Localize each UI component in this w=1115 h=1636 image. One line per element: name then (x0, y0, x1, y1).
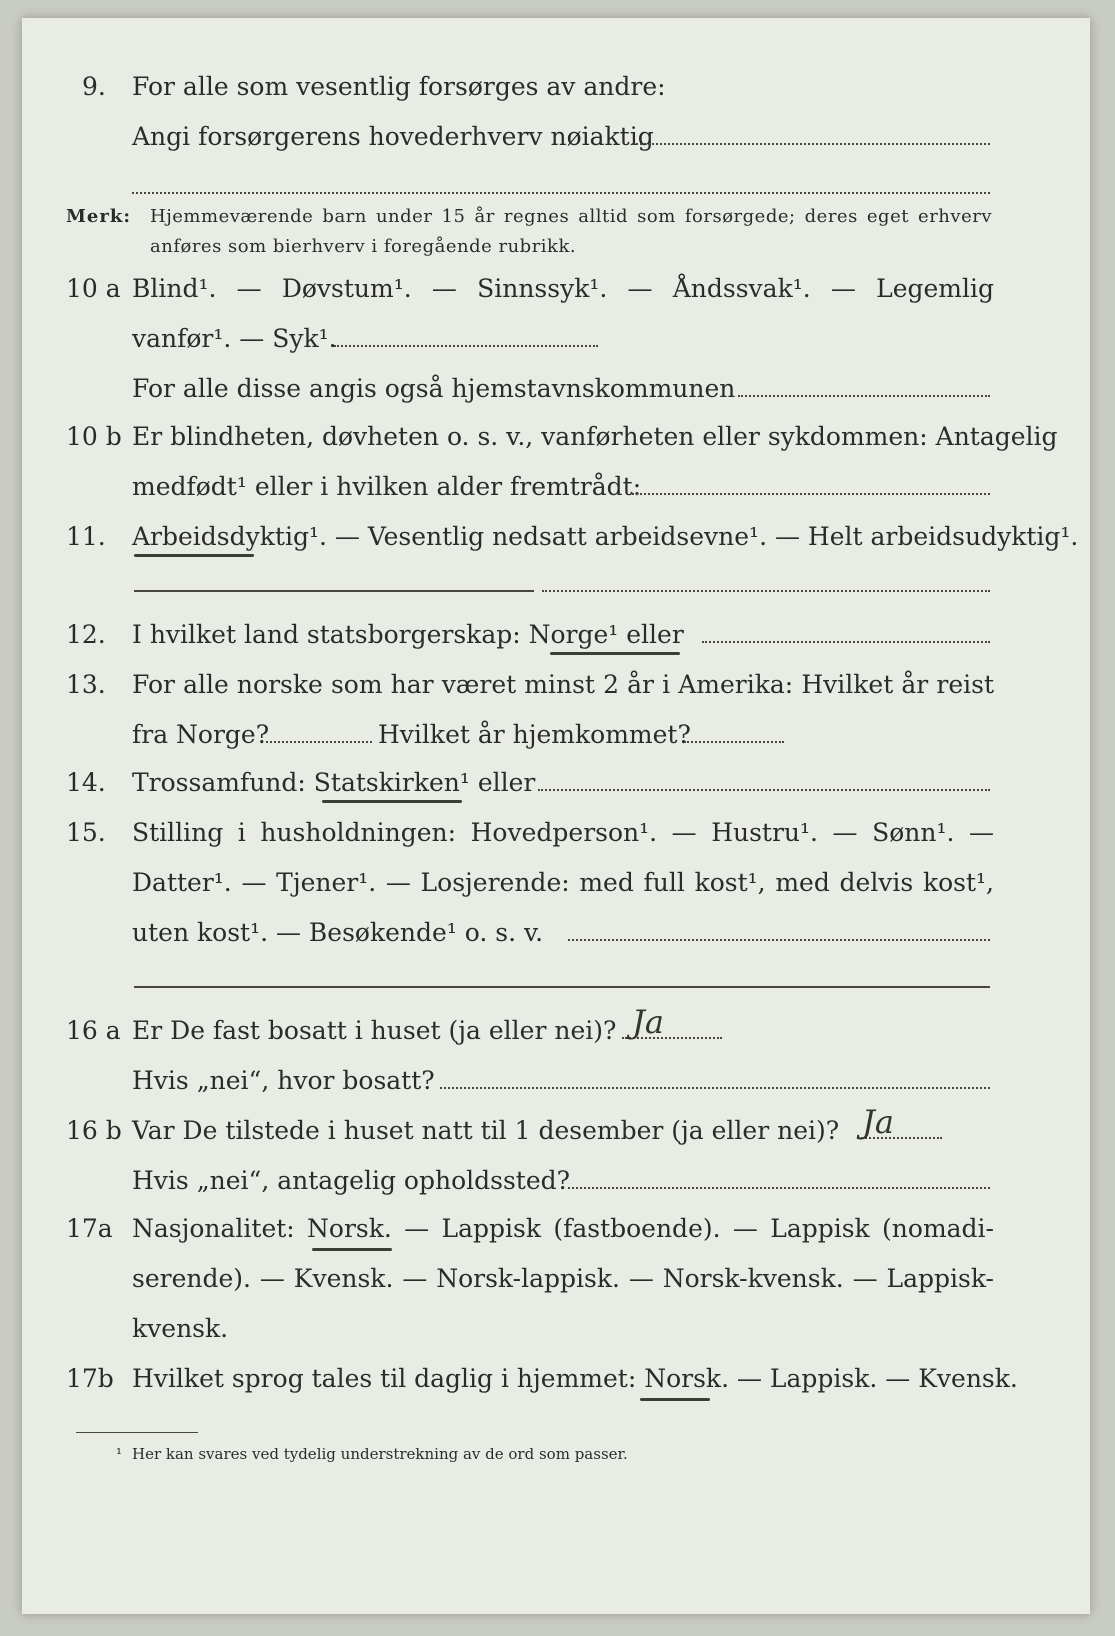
q17a-text-1: Nasjonalitet: Norsk. — Lappisk (fastboende). — Lappisk (nomadi- (132, 1214, 994, 1243)
q16b-line-1 (22, 1108, 1090, 1154)
q9-answer-field[interactable] (632, 143, 990, 145)
q17b-handwritten-underline (640, 1398, 710, 1401)
q10a-number: 10 a (66, 274, 121, 303)
q16b-handwritten-answer: Ja (862, 1103, 894, 1141)
q11-answer-line-dotted[interactable] (542, 590, 990, 592)
q14-text-1: Trossamfund: Statskirken¹ eller (132, 768, 536, 797)
footnote-separator (76, 1432, 198, 1433)
q17b-line-1 (22, 1356, 1090, 1402)
q13-text-2a: fra Norge? (132, 720, 270, 749)
q16a-residence-field[interactable] (440, 1087, 990, 1089)
q12-handwritten-underline (550, 652, 680, 655)
q17b-text-1: Hvilket sprog tales til daglig i hjemmet: Norsk. — Lappisk. — Kvensk. (132, 1364, 1018, 1393)
q10b-number: 10 b (66, 422, 122, 451)
footnote-text: Her kan svares ved tydelig understrekning av de ord som passer. (132, 1445, 628, 1463)
q17a-line-2 (22, 1256, 1090, 1302)
q15-answer-field[interactable] (568, 939, 990, 941)
q15-line-3 (22, 910, 1090, 956)
q16b-location-field[interactable] (568, 1187, 990, 1189)
q13-text-1: For alle norske som har været minst 2 år i Amerika: Hvilket år reist (132, 670, 994, 699)
q11-text-1: Arbeidsdyktig¹. — Vesentlig nedsatt arbeidsevne¹. — Helt arbeidsudyktig¹. (132, 522, 1079, 551)
q9-text-2: Angi forsørgerens hovederhverv nøiaktig (132, 122, 654, 151)
q13-line-2 (22, 712, 1090, 758)
q16a-text-1: Er De fast bosatt i huset (ja eller nei)? (132, 1016, 617, 1045)
q9-line-2 (22, 114, 1090, 160)
q16b-text-1: Var De tilstede i huset natt til 1 desember (ja eller nei)? (132, 1116, 840, 1145)
q10b-text-2: medfødt¹ eller i hvilken alder fremtrådt: (132, 472, 642, 501)
q13-text-2b: Hvilket år hjemkommet? (378, 720, 691, 749)
q14-line-1 (22, 760, 1090, 806)
q15-text-3: uten kost¹. — Besøkende¹ o. s. v. (132, 918, 544, 947)
q16a-handwritten-answer: Ja (632, 1003, 664, 1041)
q9-line-1 (22, 64, 1090, 110)
merk-text-1: Hjemmeværende barn under 15 år regnes alltid som forsørgede; deres eget erhverv (150, 206, 992, 227)
q11-number: 11. (66, 522, 106, 551)
q10a-text-3: For alle disse angis også hjemstavnskommunen (132, 374, 736, 403)
q10a-answer-field[interactable] (334, 345, 598, 347)
q15-line-2 (22, 860, 1090, 906)
q10a-line-1 (22, 266, 1090, 312)
merk-line-2 (22, 232, 1090, 262)
q13-line-1 (22, 662, 1090, 708)
q14-answer-field[interactable] (538, 789, 990, 791)
q9-text-1: For alle som vesentlig forsørges av andre: (132, 72, 666, 101)
q16a-number: 16 a (66, 1016, 121, 1045)
merk-text-2: anføres som bierhverv i foregående rubrikk. (150, 236, 577, 257)
q9-extra-answer-line[interactable] (132, 192, 990, 194)
q10b-line-2 (22, 464, 1090, 510)
q10a-home-municipality-field[interactable] (738, 395, 990, 397)
q16a-line-2 (22, 1058, 1090, 1104)
q13-year-left-field[interactable] (266, 741, 372, 743)
q17a-handwritten-underline (312, 1248, 392, 1251)
q10a-text-2: vanfør¹. — Syk¹. (132, 324, 337, 353)
footnote (22, 1442, 1090, 1466)
q17a-text-3: kvensk. (132, 1314, 229, 1343)
q11-answer-line-solid[interactable] (134, 590, 534, 592)
q10b-line-1 (22, 414, 1090, 460)
q13-year-returned-field[interactable] (684, 741, 784, 743)
q10a-line-2 (22, 316, 1090, 362)
q10b-text-1: Er blindheten, døvheten o. s. v., vanførheten eller sykdommen: Antagelig (132, 422, 1058, 451)
q17a-number: 17a (66, 1214, 113, 1243)
q16a-line-1 (22, 1008, 1090, 1054)
q12-number: 12. (66, 620, 106, 649)
q11-handwritten-underline (134, 554, 254, 557)
merk-label: Merk: (66, 206, 131, 227)
q13-number: 13. (66, 670, 106, 699)
q16b-number: 16 b (66, 1116, 122, 1145)
q15-text-1: Stilling i husholdningen: Hovedperson¹. — Hustru¹. — Sønn¹. — (132, 818, 994, 847)
footnote-mark: ¹ (116, 1445, 123, 1463)
q14-handwritten-underline (322, 800, 462, 803)
q17a-line-3 (22, 1306, 1090, 1352)
q16a-text-2: Hvis „nei“, hvor bosatt? (132, 1066, 435, 1095)
q10a-line-3 (22, 366, 1090, 412)
q17a-text-2: serende). — Kvensk. — Norsk-lappisk. — Norsk-kvensk. — Lappisk- (132, 1264, 994, 1293)
merk-line-1 (22, 202, 1090, 232)
census-form-page (22, 18, 1090, 1614)
q15-number: 15. (66, 818, 106, 847)
q10a-text-1: Blind¹. — Døvstum¹. — Sinnssyk¹. — Åndssvak¹. — Legemlig (132, 274, 994, 303)
q17b-number: 17b (66, 1364, 114, 1393)
q15-text-2: Datter¹. — Tjener¹. — Losjerende: med full kost¹, med delvis kost¹, (132, 868, 994, 897)
q17a-line-1 (22, 1206, 1090, 1252)
q14-number: 14. (66, 768, 106, 797)
q12-answer-field[interactable] (702, 641, 990, 643)
q16b-line-2 (22, 1158, 1090, 1204)
q15-line-1 (22, 810, 1090, 856)
q15-extra-answer-line[interactable] (134, 986, 990, 988)
q16b-text-2: Hvis „nei“, antagelig opholdssted? (132, 1166, 571, 1195)
q12-text-1: I hvilket land statsborgerskap: Norge¹ eller (132, 620, 684, 649)
q9-number: 9. (82, 72, 106, 101)
q10b-answer-field[interactable] (632, 493, 990, 495)
